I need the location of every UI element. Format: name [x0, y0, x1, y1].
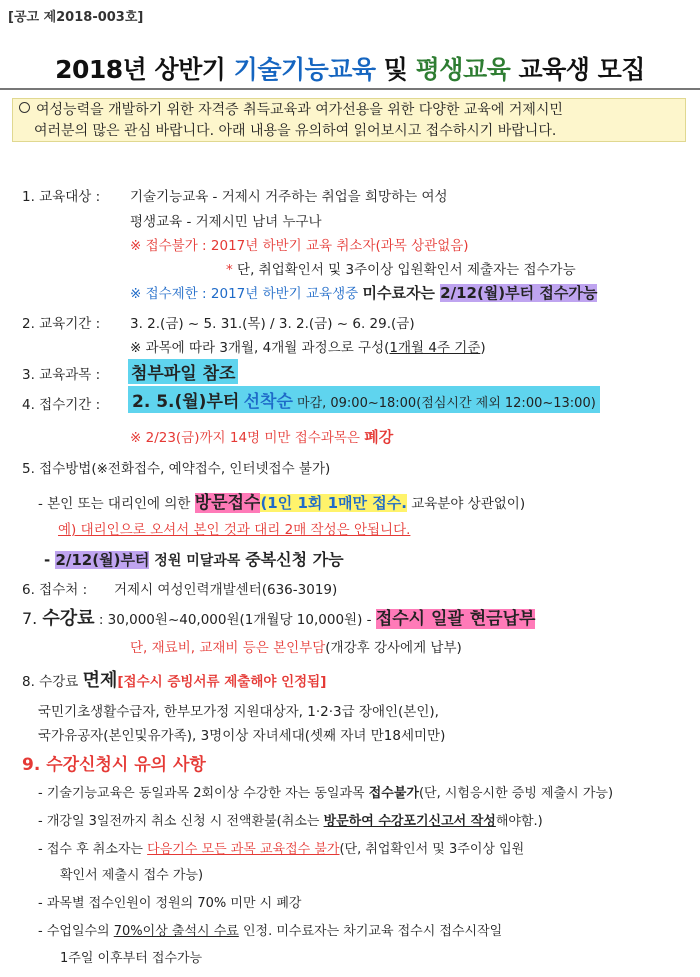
s1-line-e: [130, 282, 597, 303]
s5-c0: -: [44, 551, 56, 569]
s9-line-e: - 과목별 접수인원이 정원의 70% 미만 시 폐강: [38, 896, 302, 911]
intro-line-1: [19, 100, 679, 121]
s1-line-a: 기술기능교육 - 거제시 거주하는 취업을 희망하는 여성: [130, 189, 448, 205]
s5-c3: 중복신청 가능: [245, 550, 344, 569]
title-part-2: 기술기능교육: [233, 55, 376, 84]
s1-e2: 미수료자는: [362, 284, 441, 302]
title-part-5: 교육생 모집: [510, 55, 645, 84]
intro-text-1: 여성능력을 개발하기 위한 자격증 취득교육과 여가선용을 위한 다양한 교육에 거제시민: [36, 102, 563, 118]
s6-label: 6. 접수처 :: [22, 582, 88, 598]
s7-a: : 30,000원~40,000원(1개월당 10,000원) -: [94, 612, 376, 628]
title-part-3: 및: [375, 55, 416, 84]
s1-line-d-text: 단, 취업확인서 및 3주이상 입원확인서 제출자는 접수가능: [232, 262, 576, 278]
s4-label: 4. 접수기간 :: [22, 397, 101, 413]
s8-big: 면제: [82, 670, 118, 691]
s9-line-f: [38, 920, 502, 939]
s4-c: 마감, 09:00~18:00(점심시간 제외 12:00~13:00): [292, 396, 596, 411]
s7-b: 접수시 일괄 현금납부: [375, 609, 536, 629]
s8-num: 8. 수강료: [22, 674, 83, 690]
s9-f2: 70%이상 출석시 수료: [113, 924, 239, 939]
s3-label: 3. 교육과목 :: [22, 367, 101, 383]
s4-d2: 폐강: [364, 428, 394, 446]
s1-e1: ※ 접수제한 : 2017년 하반기 교육생중: [130, 286, 363, 302]
s5-a1: - 본인 또는 대리인에 의한: [38, 496, 195, 512]
s7-line-a: [22, 604, 535, 630]
s9-line-g: 1주일 이후부터 접수가능: [60, 951, 203, 966]
circle-bullet-icon: [19, 102, 30, 113]
s9-b2: 방문하여 수강포기신고서 작성: [323, 814, 496, 829]
s7-c1: 단, 재료비, 교재비 등은 본인부담: [130, 640, 326, 656]
s7-num: 7.: [22, 609, 43, 628]
s5-line-a: [38, 488, 525, 513]
s1-line-d: [226, 258, 576, 278]
s8-line-a: [22, 666, 326, 692]
s5-label: 5. 접수방법(※전화접수, 예약접수, 인터넷접수 불가): [22, 461, 331, 477]
s2-line-a: 3. 2.(금) ~ 5. 31.(목) / 3. 2.(금) ~ 6. 29.(금): [130, 316, 415, 332]
page-title: [0, 50, 700, 86]
s9-a1: - 기술기능교육은 동일과목 2회이상 수강한 자는 동일과목: [38, 786, 369, 801]
s9-line-b: [38, 810, 543, 829]
s1-label: 1. 교육대상 :: [22, 189, 101, 205]
s9-c3: (단, 취업확인서 및 3주이상 입원: [339, 842, 525, 857]
s2-label: 2. 교육기간 :: [22, 316, 101, 332]
s2-b2: 1개월 4주 기준: [389, 340, 481, 356]
s9-b1: - 개강일 3일전까지 취소 신청 시 전액환불(취소는: [38, 814, 324, 829]
s4-d1: ※ 2/23(금)까지 14명 미만 접수과목은: [130, 430, 365, 446]
s9-f3: 인정. 미수료자는 차기교육 접수시 접수시작일: [238, 924, 503, 939]
s5-c2: 정원 미달과목: [149, 553, 246, 569]
s5-a4: 교육분야 상관없이): [406, 496, 526, 512]
s5-line-b: 예) 대리인으로 오셔서 본인 것과 대리 2매 작성은 안됩니다.: [58, 522, 411, 538]
title-part-1: 2018년 상반기: [55, 55, 234, 84]
s2-line-b: [130, 336, 486, 356]
title-divider: [0, 88, 700, 90]
s5-a3: (1인 1회 1매만 접수.: [260, 494, 407, 512]
s4-line-d: [130, 426, 393, 447]
s9-b3: 해야함.): [495, 814, 543, 829]
s5-line-c: [44, 547, 344, 570]
s9-line-a: [38, 782, 613, 801]
s9-line-d: 확인서 제출시 접수 가능): [60, 868, 204, 883]
s9-c1: - 접수 후 취소자는: [38, 842, 148, 857]
s9-a2: 접수불가: [368, 786, 419, 801]
s8-line-b: 국민기초생활수급자, 한부모가정 지원대상자, 1·2·3급 장애인(본인),: [38, 704, 439, 720]
s7-c2: (개강후 강사에게 납부): [325, 640, 462, 656]
s7-big: 수강료: [42, 608, 95, 629]
s5-a2: 방문접수: [194, 493, 261, 513]
s5-c1: 2/12(월)부터: [55, 551, 150, 569]
s4-highlight: [128, 386, 600, 413]
s2-b1: ※ 과목에 따라 3개월, 4개월 과정으로 구성(: [130, 340, 390, 356]
s8-a: [접수시 증빙서류 제출해야 인정됨]: [117, 674, 327, 690]
s8-line-c: 국가유공자(본인및유가족), 3명이상 자녀세대(셋째 자녀 만18세미만): [38, 728, 446, 744]
intro-line-2: 여러분의 많은 관심 바랍니다. 아래 내용을 유의하여 읽어보시고 접수하시기 바랍니다.: [34, 123, 557, 139]
notice-number: [공고 제2018-003호]: [8, 10, 144, 25]
s1-e3: 2/12(월)부터 접수가능: [440, 284, 598, 302]
s4-a: 2. 5.(월)부터: [132, 392, 240, 412]
star-icon: *: [226, 262, 233, 278]
s9-c2: 다음기수 모든 과목 교육접수 불가: [147, 842, 340, 857]
s1-line-b: 평생교육 - 거제시민 남녀 누구나: [130, 214, 322, 230]
s1-line-c: ※ 접수불가 : 2017년 하반기 교육 취소자(과목 상관없음): [130, 238, 469, 254]
s9-f1: - 수업일수의: [38, 924, 114, 939]
s9-heading: 9. 수강신청시 유의 사항: [22, 755, 206, 775]
s2-b3: ): [480, 340, 486, 356]
s7-line-c: [130, 636, 462, 656]
s3-attachment-ref: 첨부파일 참조: [128, 359, 238, 384]
title-part-4: 평생교육: [415, 55, 511, 84]
s6-line-a: 거제시 여성인력개발센터(636-3019): [114, 582, 338, 598]
s9-line-c: [38, 838, 524, 857]
intro-box: [12, 98, 686, 142]
s9-a3: (단, 시험응시한 증빙 제출시 가능): [418, 786, 614, 801]
s4-b: 선착순: [243, 392, 293, 412]
